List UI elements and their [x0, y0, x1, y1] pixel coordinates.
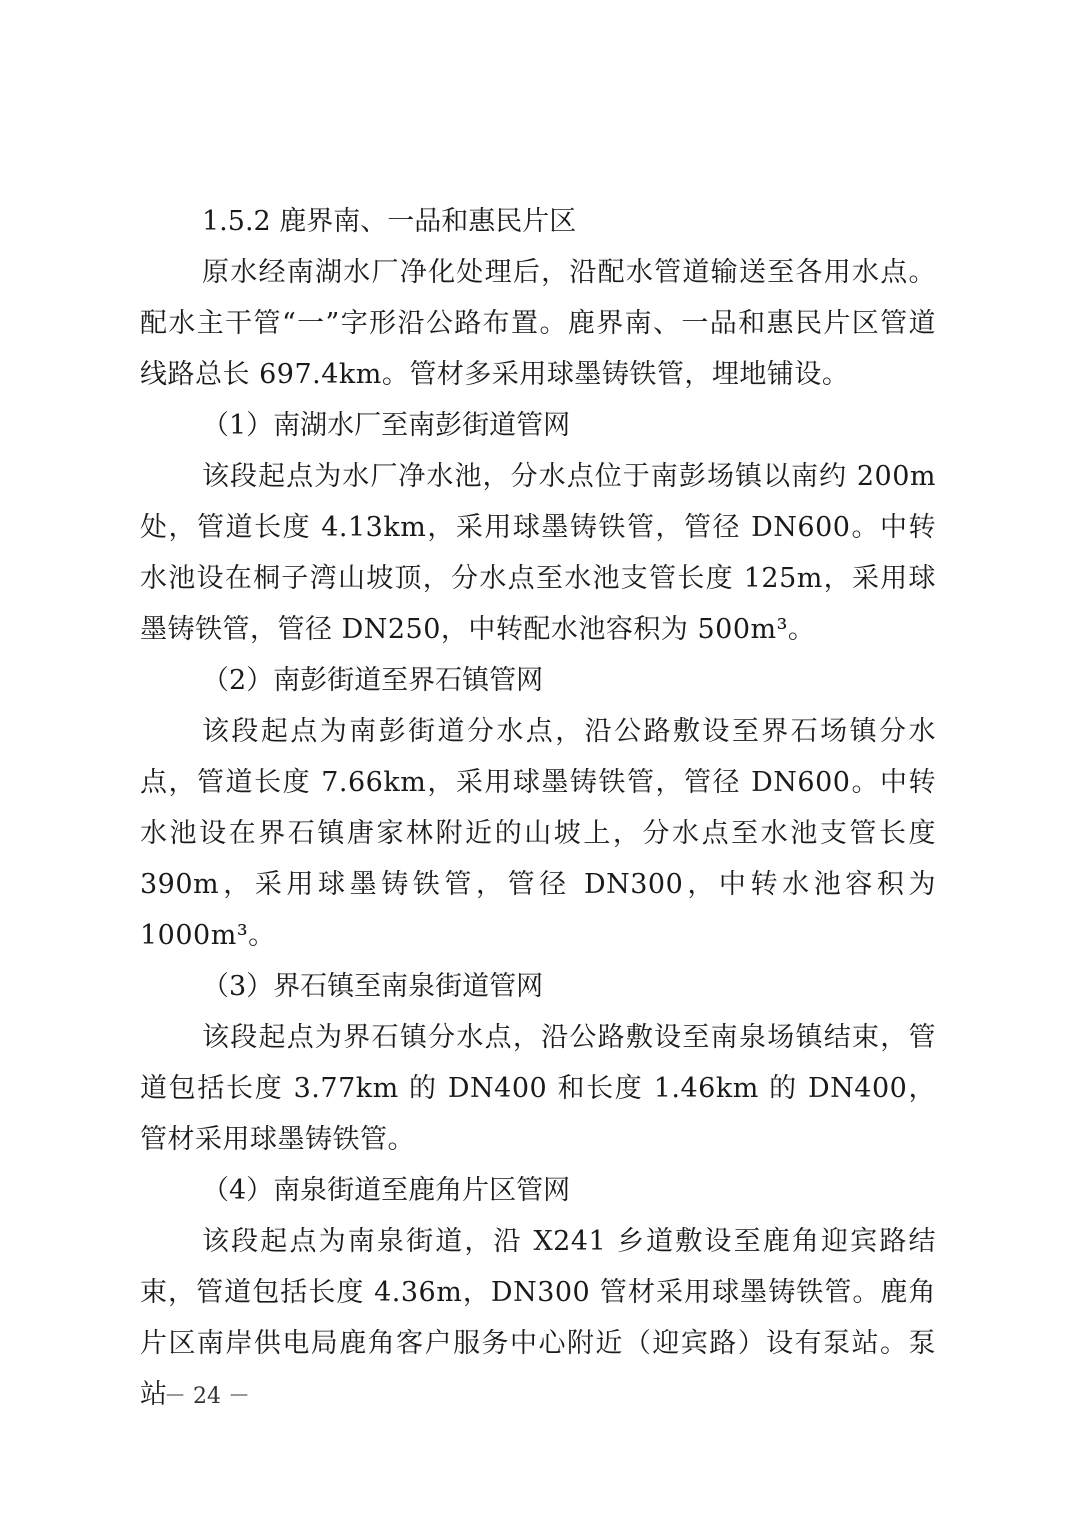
subsection-title-4: （4）南泉街道至鹿角片区管网 [202, 1175, 571, 1206]
subsection-body-4: 该段起点为南泉街道，沿 X241 乡道敷设至鹿角迎宾路结束，管道包括长度 4.36m，DN300 管材采用球墨铸铁管。鹿角片区南岸供电局鹿角客户服务中心附近（迎宾路）设有泵站。泵站 [140, 1226, 936, 1410]
subsection-title-3: （3）界石镇至南泉街道管网 [202, 971, 544, 1002]
subsection-body-1: 该段起点为水厂净水池，分水点位于南彭场镇以南约 200m 处，管道长度 4.13km，采用球墨铸铁管，管径 DN600。中转水池设在桐子湾山坡顶，分水点至水池支管长度 125m，采用球墨铸铁管，管径 DN250，中转配水池容积为 500m³。 [140, 461, 936, 645]
page-content [140, 196, 936, 1420]
section-heading: 1.5.2 鹿界南、一品和惠民片区 [202, 206, 577, 237]
section-intro-paragraph: 原水经南湖水厂净化处理后，沿配水管道输送至各用水点。配水主干管“一”字形沿公路布置。鹿界南、一品和惠民片区管道线路总长 697.4km。管材多采用球墨铸铁管，埋地铺设。 [140, 257, 936, 390]
page-number: － 24 － [164, 1384, 250, 1409]
subsection-body-3: 该段起点为界石镇分水点，沿公路敷设至南泉场镇结束，管道包括长度 3.77km 的 DN400 和长度 1.46km 的 DN400，管材采用球墨铸铁管。 [140, 1022, 936, 1155]
subsection-title-1: （1）南湖水厂至南彭街道管网 [202, 410, 571, 441]
subsection-body-2: 该段起点为南彭街道分水点，沿公路敷设至界石场镇分水点，管道长度 7.66km，采用球墨铸铁管，管径 DN600。中转水池设在界石镇唐家林附近的山坡上，分水点至水池支管长度 390m，采用球墨铸铁管，管径 DN300，中转水池容积为 1000m³。 [140, 716, 936, 951]
subsection-title-2: （2）南彭街道至界石镇管网 [202, 665, 544, 696]
